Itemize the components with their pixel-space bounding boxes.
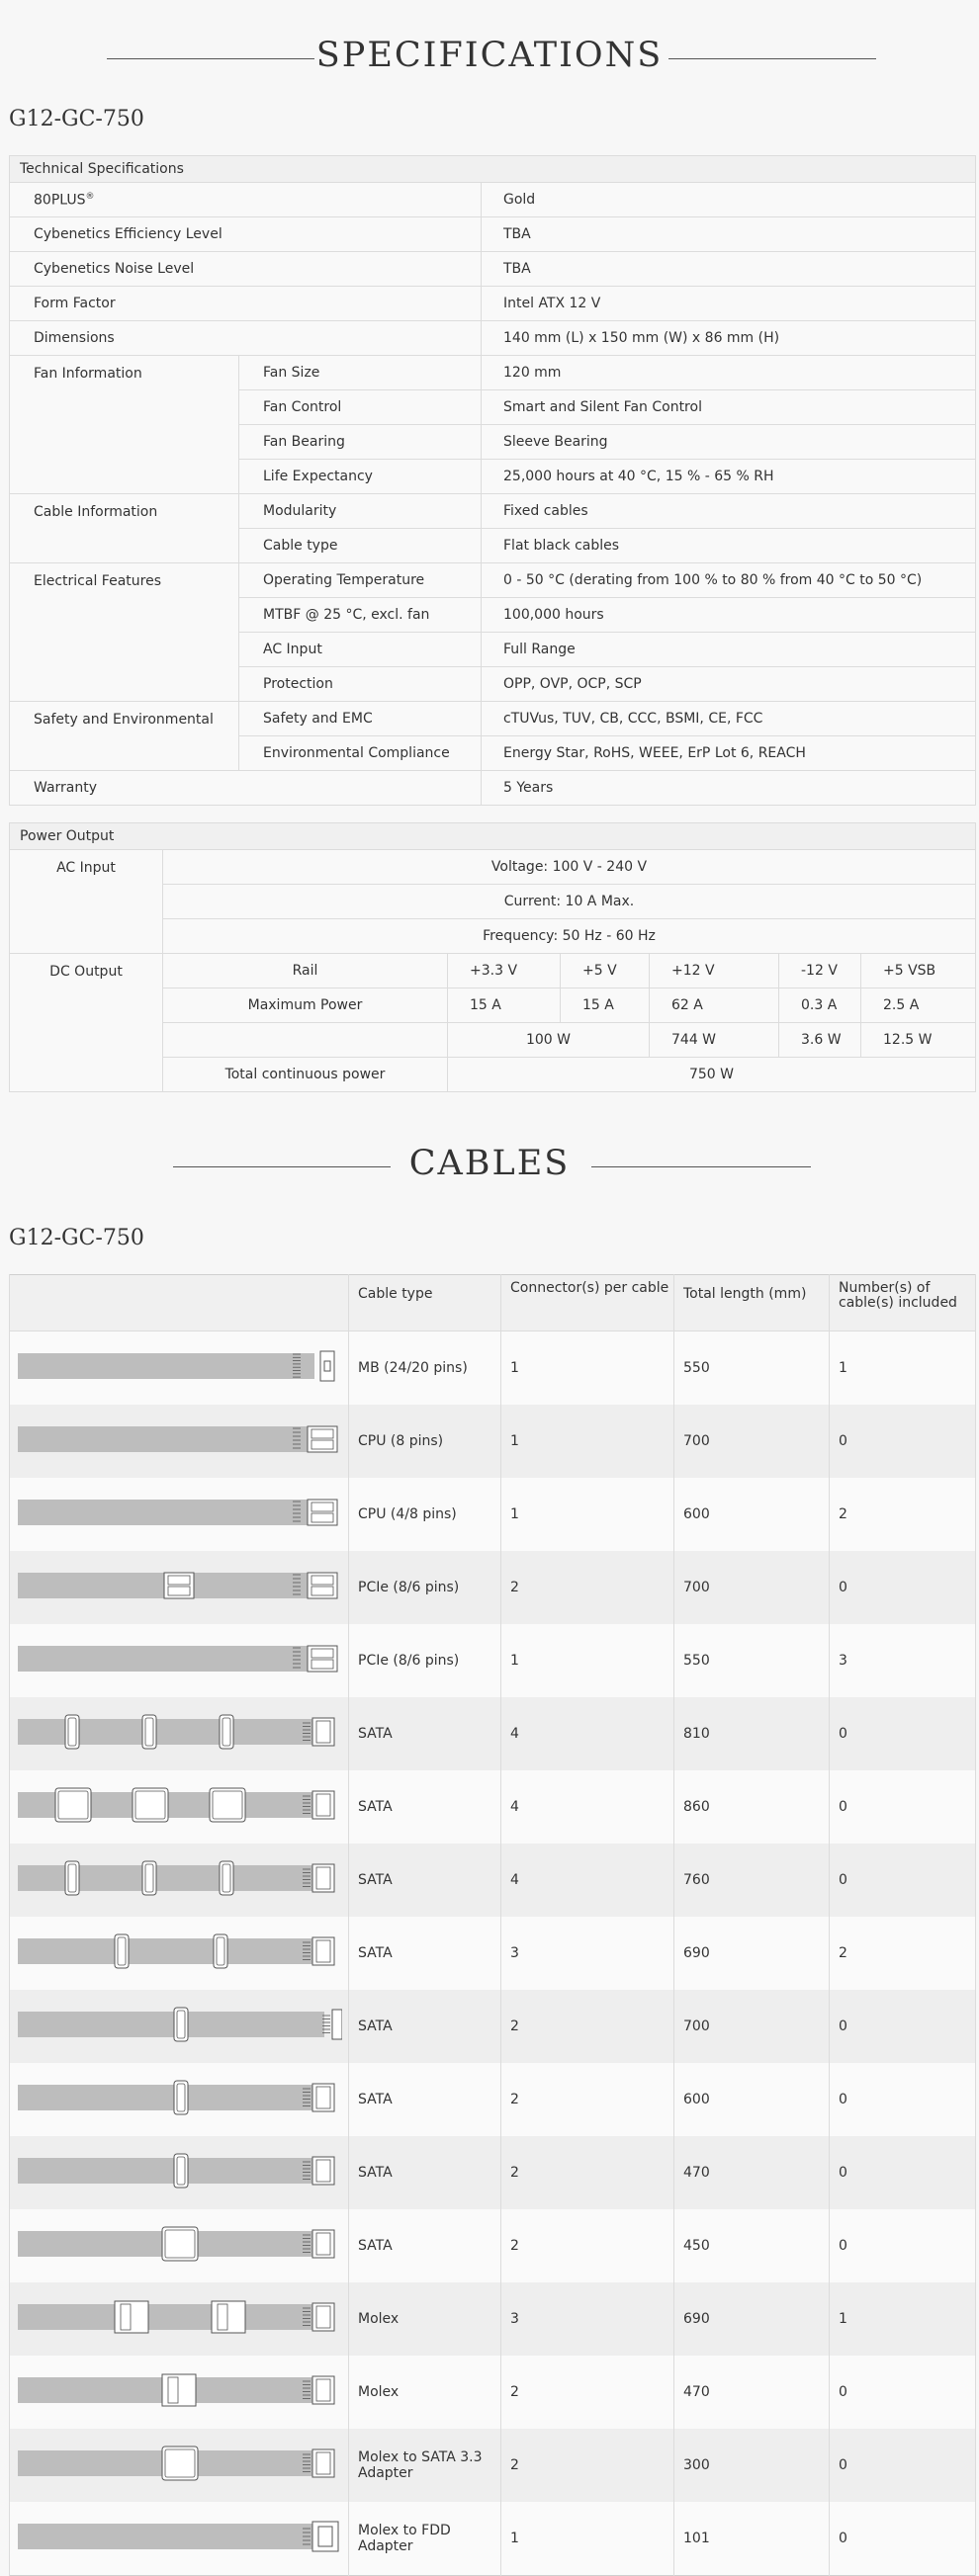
cable-count: 0 bbox=[830, 2063, 976, 2136]
cable-row bbox=[10, 1405, 976, 1478]
cable-image bbox=[10, 2356, 349, 2429]
cable-length: 101 bbox=[674, 2502, 830, 2576]
cable-length: 700 bbox=[674, 1405, 830, 1478]
cable-drawing bbox=[16, 2209, 342, 2278]
cable-length: 700 bbox=[674, 1990, 830, 2063]
spec-sub-label: Safety and EMC bbox=[239, 702, 482, 736]
cable-count: 0 bbox=[830, 2136, 976, 2209]
cable-count: 0 bbox=[830, 2209, 976, 2282]
spec-value: TBA bbox=[482, 217, 976, 252]
cable-type: PCIe (8/6 pins) bbox=[349, 1624, 501, 1697]
cable-drawing bbox=[16, 1990, 342, 2059]
cable-length: 470 bbox=[674, 2136, 830, 2209]
cable-row bbox=[10, 1624, 976, 1697]
specifications-model: G12-GC-750 bbox=[9, 107, 144, 131]
rail-watts: 3.6 W bbox=[779, 1023, 861, 1058]
spec-sub-label: Fan Control bbox=[239, 390, 482, 425]
cable-count: 3 bbox=[830, 1624, 976, 1697]
cable-drawing bbox=[16, 1405, 342, 1474]
spec-value: Full Range bbox=[482, 633, 976, 667]
cable-row bbox=[10, 1770, 976, 1844]
cable-count: 2 bbox=[830, 1478, 976, 1551]
rail-value: +3.3 V bbox=[448, 954, 561, 988]
cable-type: SATA bbox=[349, 1770, 501, 1844]
spec-sub-label: Operating Temperature bbox=[239, 563, 482, 598]
cable-type: CPU (4/8 pins) bbox=[349, 1478, 501, 1551]
ac-voltage: Voltage: 100 V - 240 V bbox=[163, 850, 976, 885]
spec-value: Gold bbox=[482, 183, 976, 217]
spec-value: Smart and Silent Fan Control bbox=[482, 390, 976, 425]
cable-length: 860 bbox=[674, 1770, 830, 1844]
spec-group-label: Safety and Environmental bbox=[10, 702, 239, 771]
rail-current: 2.5 A bbox=[861, 988, 976, 1023]
cable-type: Molex bbox=[349, 2356, 501, 2429]
cable-drawing bbox=[16, 2502, 342, 2571]
cable-connectors: 2 bbox=[501, 1990, 674, 2063]
cable-count: 0 bbox=[830, 2502, 976, 2576]
cable-connectors: 3 bbox=[501, 2282, 674, 2356]
rail-value: +5 V bbox=[561, 954, 650, 988]
cable-connectors: 2 bbox=[501, 2063, 674, 2136]
cable-row bbox=[10, 2356, 976, 2429]
cable-row bbox=[10, 2282, 976, 2356]
cable-row bbox=[10, 1331, 976, 1406]
rail-value: +5 VSB bbox=[861, 954, 976, 988]
cable-length: 760 bbox=[674, 1844, 830, 1917]
spec-sub-label: Environmental Compliance bbox=[239, 736, 482, 771]
cable-drawing bbox=[16, 1624, 342, 1693]
cable-drawing bbox=[16, 1331, 342, 1401]
cable-row bbox=[10, 2063, 976, 2136]
count-header: Number(s) of cable(s) included bbox=[830, 1275, 976, 1331]
cable-connectors: 4 bbox=[501, 1844, 674, 1917]
cable-connectors: 3 bbox=[501, 1917, 674, 1990]
spec-group-label: Cable Information bbox=[10, 494, 239, 563]
warranty-label: Warranty bbox=[10, 771, 482, 806]
cable-count: 0 bbox=[830, 1405, 976, 1478]
cable-count: 0 bbox=[830, 1990, 976, 2063]
cable-image bbox=[10, 2429, 349, 2502]
spec-label: Cybenetics Noise Level bbox=[10, 252, 482, 287]
rail-watts: 100 W bbox=[448, 1023, 650, 1058]
cable-drawing bbox=[16, 1770, 342, 1840]
cable-length: 600 bbox=[674, 2063, 830, 2136]
title-rule-right bbox=[668, 58, 876, 59]
rail-label: Rail bbox=[163, 954, 448, 988]
rail-current: 15 A bbox=[448, 988, 561, 1023]
spec-sub-label: Protection bbox=[239, 667, 482, 702]
spec-sub-label: AC Input bbox=[239, 633, 482, 667]
spec-value: TBA bbox=[482, 252, 976, 287]
cable-type: SATA bbox=[349, 2209, 501, 2282]
cable-row bbox=[10, 1551, 976, 1624]
cable-row bbox=[10, 2429, 976, 2502]
cable-length: 550 bbox=[674, 1624, 830, 1697]
cable-type: PCIe (8/6 pins) bbox=[349, 1551, 501, 1624]
drawing-header bbox=[10, 1275, 349, 1331]
cable-drawing bbox=[16, 2282, 342, 2352]
cable-type: Molex bbox=[349, 2282, 501, 2356]
cable-image bbox=[10, 2136, 349, 2209]
cable-length: 700 bbox=[674, 1551, 830, 1624]
rail-current: 15 A bbox=[561, 988, 650, 1023]
spec-label: Dimensions bbox=[10, 321, 482, 356]
cable-drawing bbox=[16, 1844, 342, 1913]
cable-length: 600 bbox=[674, 1478, 830, 1551]
cable-connectors: 1 bbox=[501, 1405, 674, 1478]
cable-count: 0 bbox=[830, 1844, 976, 1917]
empty-cell bbox=[163, 1023, 448, 1058]
cable-image bbox=[10, 2209, 349, 2282]
cable-image bbox=[10, 2502, 349, 2576]
cable-count: 0 bbox=[830, 2429, 976, 2502]
spec-group-label: Electrical Features bbox=[10, 563, 239, 702]
technical-specifications-header: Technical Specifications bbox=[10, 156, 976, 183]
rail-watts: 12.5 W bbox=[861, 1023, 976, 1058]
cable-image bbox=[10, 2063, 349, 2136]
cable-connectors: 1 bbox=[501, 1331, 674, 1406]
cable-row bbox=[10, 1478, 976, 1551]
ac-current: Current: 10 A Max. bbox=[163, 885, 976, 919]
power-output-table bbox=[9, 822, 976, 1092]
cable-count: 0 bbox=[830, 2356, 976, 2429]
cable-type: SATA bbox=[349, 2136, 501, 2209]
rail-current: 0.3 A bbox=[779, 988, 861, 1023]
cable-connectors: 2 bbox=[501, 2429, 674, 2502]
spec-value: 25,000 hours at 40 °C, 15 % - 65 % RH bbox=[482, 460, 976, 494]
spec-sub-label: MTBF @ 25 °C, excl. fan bbox=[239, 598, 482, 633]
cable-type-header: Cable type bbox=[349, 1275, 501, 1331]
cable-row bbox=[10, 2136, 976, 2209]
cable-drawing bbox=[16, 2136, 342, 2205]
cable-connectors: 2 bbox=[501, 2356, 674, 2429]
cable-type: SATA bbox=[349, 1990, 501, 2063]
cable-type: Molex to SATA 3.3 Adapter bbox=[349, 2429, 501, 2502]
cable-connectors: 2 bbox=[501, 2209, 674, 2282]
cable-drawing bbox=[16, 2429, 342, 2498]
cable-row bbox=[10, 1844, 976, 1917]
connectors-header: Connector(s) per cable bbox=[501, 1275, 674, 1331]
spec-group-label: Fan Information bbox=[10, 356, 239, 494]
spec-value: 100,000 hours bbox=[482, 598, 976, 633]
cable-count: 2 bbox=[830, 1917, 976, 1990]
cable-image bbox=[10, 2282, 349, 2356]
spec-value: Sleeve Bearing bbox=[482, 425, 976, 460]
cable-type: MB (24/20 pins) bbox=[349, 1331, 501, 1406]
max-power-label: Maximum Power bbox=[163, 988, 448, 1023]
spec-value: 140 mm (L) x 150 mm (W) x 86 mm (H) bbox=[482, 321, 976, 356]
specifications-title: SPECIFICATIONS bbox=[315, 36, 664, 75]
cable-row bbox=[10, 2209, 976, 2282]
spec-sub-label: Cable type bbox=[239, 529, 482, 563]
cable-type: SATA bbox=[349, 1917, 501, 1990]
cable-image bbox=[10, 1990, 349, 2063]
cable-row bbox=[10, 1917, 976, 1990]
spec-label: Cybenetics Efficiency Level bbox=[10, 217, 482, 252]
spec-sub-label: Fan Size bbox=[239, 356, 482, 390]
cable-connectors: 1 bbox=[501, 2502, 674, 2576]
rail-value: +12 V bbox=[650, 954, 779, 988]
cable-length: 690 bbox=[674, 2282, 830, 2356]
spec-value: Flat black cables bbox=[482, 529, 976, 563]
cable-image bbox=[10, 1770, 349, 1844]
cables-table bbox=[9, 1274, 976, 2576]
spec-label: 80PLUS® bbox=[10, 183, 482, 217]
cable-connectors: 1 bbox=[501, 1624, 674, 1697]
cable-count: 1 bbox=[830, 1331, 976, 1406]
cable-count: 0 bbox=[830, 1697, 976, 1770]
cable-connectors: 1 bbox=[501, 1478, 674, 1551]
cable-length: 470 bbox=[674, 2356, 830, 2429]
cable-count: 0 bbox=[830, 1551, 976, 1624]
dc-output-label: DC Output bbox=[10, 954, 163, 1092]
rail-watts: 744 W bbox=[650, 1023, 779, 1058]
cable-length: 810 bbox=[674, 1697, 830, 1770]
cable-count: 1 bbox=[830, 2282, 976, 2356]
cable-connectors: 4 bbox=[501, 1697, 674, 1770]
cable-image bbox=[10, 1697, 349, 1770]
cable-image bbox=[10, 1405, 349, 1478]
technical-specifications-table bbox=[9, 155, 976, 806]
cable-row bbox=[10, 1990, 976, 2063]
spec-value: OPP, OVP, OCP, SCP bbox=[482, 667, 976, 702]
cables-model: G12-GC-750 bbox=[9, 1226, 144, 1250]
cable-length: 550 bbox=[674, 1331, 830, 1406]
ac-frequency: Frequency: 50 Hz - 60 Hz bbox=[163, 919, 976, 954]
spec-value: Intel ATX 12 V bbox=[482, 287, 976, 321]
cable-type: CPU (8 pins) bbox=[349, 1405, 501, 1478]
power-output-header: Power Output bbox=[10, 823, 976, 850]
title-rule-right bbox=[591, 1166, 811, 1167]
cable-image bbox=[10, 1478, 349, 1551]
cable-image bbox=[10, 1624, 349, 1697]
cable-type: SATA bbox=[349, 2063, 501, 2136]
cable-drawing bbox=[16, 2063, 342, 2132]
spec-sub-label: Fan Bearing bbox=[239, 425, 482, 460]
cable-row bbox=[10, 2502, 976, 2576]
total-power-label: Total continuous power bbox=[163, 1058, 448, 1092]
cable-image bbox=[10, 1917, 349, 1990]
cables-title: CABLES bbox=[408, 1144, 571, 1183]
cable-connectors: 2 bbox=[501, 1551, 674, 1624]
cable-type: Molex to FDD Adapter bbox=[349, 2502, 501, 2576]
cable-length: 690 bbox=[674, 1917, 830, 1990]
cable-drawing bbox=[16, 1551, 342, 1620]
cable-image bbox=[10, 1331, 349, 1406]
cable-drawing bbox=[16, 1917, 342, 1986]
rail-current: 62 A bbox=[650, 988, 779, 1023]
cable-drawing bbox=[16, 1697, 342, 1766]
warranty-value: 5 Years bbox=[482, 771, 976, 806]
cable-connectors: 4 bbox=[501, 1770, 674, 1844]
spec-value: 120 mm bbox=[482, 356, 976, 390]
spec-value: 0 - 50 °C (derating from 100 % to 80 % from 40 °C to 50 °C) bbox=[482, 563, 976, 598]
cable-type: SATA bbox=[349, 1844, 501, 1917]
cable-length: 450 bbox=[674, 2209, 830, 2282]
cable-count: 0 bbox=[830, 1770, 976, 1844]
total-power-value: 750 W bbox=[448, 1058, 976, 1092]
spec-sub-label: Life Expectancy bbox=[239, 460, 482, 494]
spec-value: Fixed cables bbox=[482, 494, 976, 529]
cable-type: SATA bbox=[349, 1697, 501, 1770]
cable-length: 300 bbox=[674, 2429, 830, 2502]
spec-sub-label: Modularity bbox=[239, 494, 482, 529]
rail-value: -12 V bbox=[779, 954, 861, 988]
cable-drawing bbox=[16, 1478, 342, 1547]
length-header: Total length (mm) bbox=[674, 1275, 830, 1331]
cable-connectors: 2 bbox=[501, 2136, 674, 2209]
ac-input-label: AC Input bbox=[10, 850, 163, 954]
spec-value: cTUVus, TUV, CB, CCC, BSMI, CE, FCC bbox=[482, 702, 976, 736]
cable-row bbox=[10, 1697, 976, 1770]
spec-label: Form Factor bbox=[10, 287, 482, 321]
cable-image bbox=[10, 1551, 349, 1624]
cable-drawing bbox=[16, 2356, 342, 2425]
spec-value: Energy Star, RoHS, WEEE, ErP Lot 6, REACH bbox=[482, 736, 976, 771]
cable-image bbox=[10, 1844, 349, 1917]
